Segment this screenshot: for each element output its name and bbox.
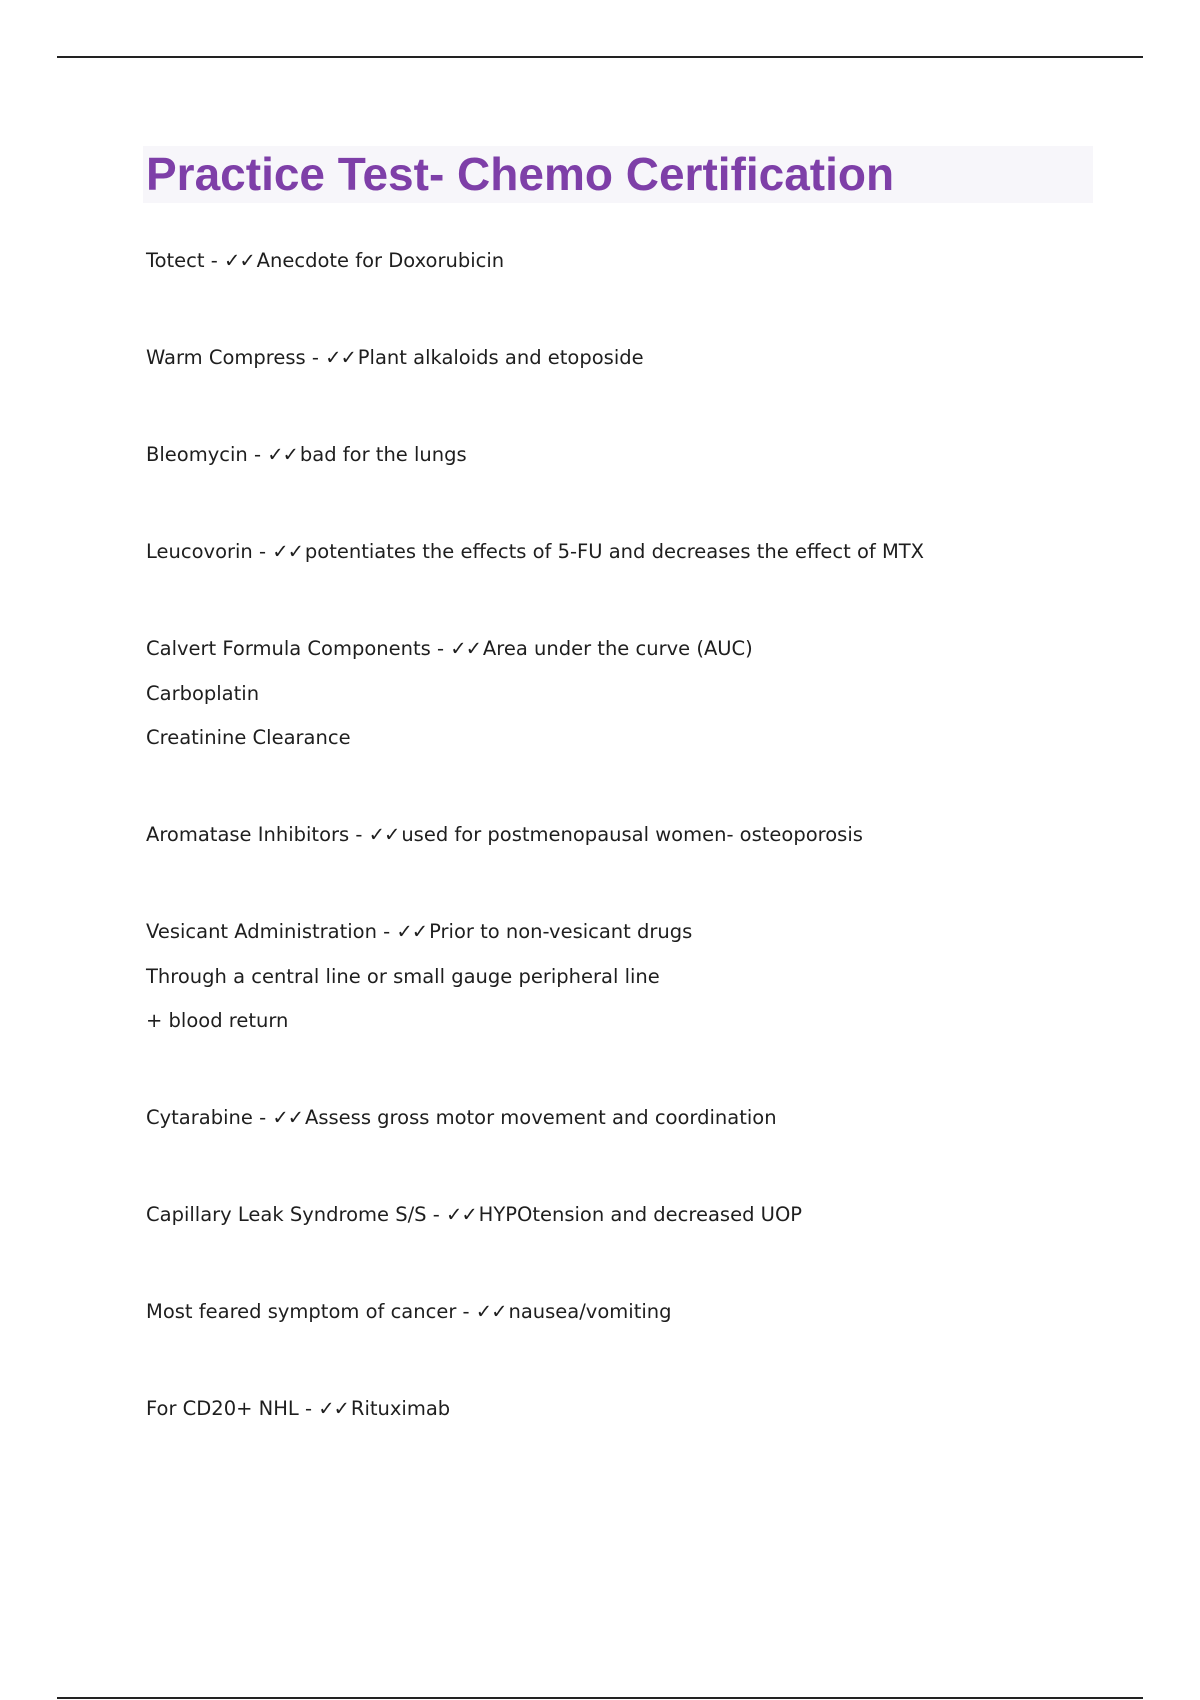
term-text: Warm Compress -: [146, 346, 326, 369]
answer-text: HYPOtension and decreased UOP: [478, 1203, 803, 1226]
flashcard-entry: [146, 1395, 1146, 1422]
term-text: Leucovorin -: [146, 540, 273, 563]
term-text: Aromatase Inhibitors -: [146, 823, 369, 846]
flashcard-entry: [146, 1104, 1146, 1131]
double-check-icon: ✓✓: [272, 1106, 303, 1129]
term-text: Calvert Formula Components -: [146, 637, 451, 660]
double-check-icon: ✓✓: [223, 249, 255, 272]
flashcard-list: [146, 247, 1146, 1492]
term-text: Most feared symptom of cancer -: [146, 1300, 476, 1323]
flashcard-entry: [146, 635, 1146, 751]
question-line: [146, 247, 1146, 274]
answer-text: Rituximab: [350, 1397, 451, 1420]
answer-continuation: + blood return: [146, 1009, 289, 1032]
question-line: [146, 344, 1146, 371]
term-text: Capillary Leak Syndrome S/S -: [146, 1203, 446, 1226]
answer-text: nausea/vomiting: [508, 1300, 672, 1323]
double-check-icon: ✓✓: [445, 1203, 477, 1226]
question-line: [146, 538, 1146, 565]
question-line: [146, 635, 1146, 662]
flashcard-entry: [146, 1201, 1146, 1228]
flashcard-entry: [146, 918, 1146, 1034]
double-check-icon: ✓✓: [272, 540, 303, 563]
top-divider: [57, 56, 1143, 58]
double-check-icon: ✓✓: [318, 1397, 349, 1420]
term-text: Totect -: [146, 249, 224, 272]
question-line: [146, 1201, 1146, 1228]
answer-text: bad for the lungs: [299, 443, 467, 466]
flashcard-entry: [146, 538, 1146, 565]
term-text: Bleomycin -: [146, 443, 268, 466]
question-line: [146, 1395, 1146, 1422]
double-check-icon: ✓✓: [267, 443, 298, 466]
answer-text: Prior to non-vesicant drugs: [429, 920, 693, 943]
question-line: [146, 821, 1146, 848]
term-text: For CD20+ NHL -: [146, 1397, 319, 1420]
term-text: Cytarabine -: [146, 1106, 273, 1129]
double-check-icon: ✓✓: [325, 346, 356, 369]
answer-continuation: Creatinine Clearance: [146, 726, 351, 749]
document-title: Practice Test- Chemo Certification: [146, 148, 895, 200]
flashcard-entry: [146, 247, 1146, 274]
answer-text: potentiates the effects of 5-FU and decreases the effect of MTX: [304, 540, 925, 563]
double-check-icon: ✓✓: [368, 823, 400, 846]
flashcard-entry: [146, 1298, 1146, 1325]
double-check-icon: ✓✓: [396, 920, 428, 943]
answer-text: Assess gross motor movement and coordination: [305, 1106, 777, 1129]
answer-text: Area under the curve (AUC): [482, 637, 753, 660]
question-line: [146, 441, 1146, 468]
term-text: Vesicant Administration -: [146, 920, 397, 943]
double-check-icon: ✓✓: [450, 637, 481, 660]
flashcard-entry: [146, 344, 1146, 371]
question-line: [146, 918, 1146, 945]
answer-text: Plant alkaloids and etoposide: [357, 346, 644, 369]
flashcard-entry: [146, 821, 1146, 848]
answer-continuation: Through a central line or small gauge peripheral line: [146, 964, 660, 988]
answer-text: used for postmenopausal women- osteoporosis: [401, 823, 863, 846]
answer-continuation: Carboplatin: [146, 681, 260, 705]
flashcard-entry: [146, 441, 1146, 468]
bottom-divider: [57, 1697, 1143, 1699]
answer-text: Anecdote for Doxorubicin: [256, 249, 505, 272]
question-line: [146, 1298, 1146, 1325]
double-check-icon: ✓✓: [475, 1300, 507, 1323]
question-line: [146, 1104, 1146, 1131]
